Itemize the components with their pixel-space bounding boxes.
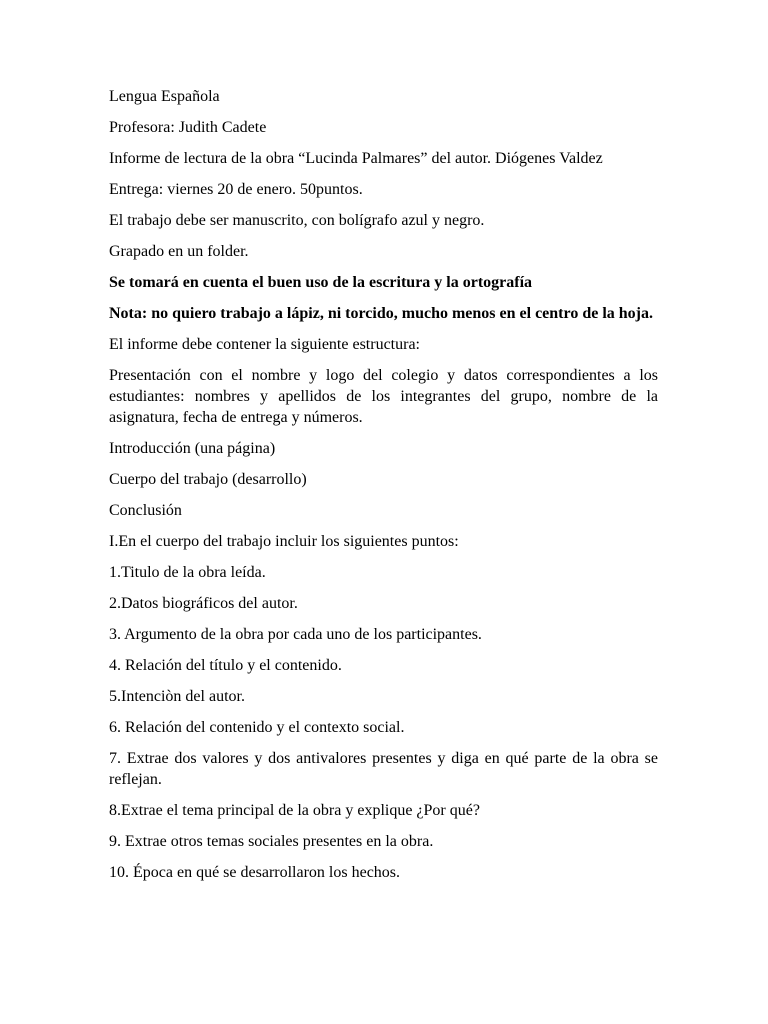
list-item: 5.Intenciòn del autor. xyxy=(109,688,245,705)
document-page xyxy=(109,86,658,893)
due-date-line: Entrega: viernes 20 de enero. 50puntos. xyxy=(109,181,363,198)
subject-line: Lengua Española xyxy=(109,88,220,105)
introduction-item: Introducción (una página) xyxy=(109,440,276,457)
handwritten-requirement: El trabajo debe ser manuscrito, con bolígrafo azul y negro. xyxy=(109,212,485,229)
body-item: Cuerpo del trabajo (desarrollo) xyxy=(109,471,307,488)
list-item: 4. Relación del título y el contenido. xyxy=(109,657,342,674)
spelling-note: Se tomará en cuenta el buen uso de la escritura y la ortografía xyxy=(109,274,533,291)
pencil-note: Nota: no quiero trabajo a lápiz, ni torcido, mucho menos en el centro de la hoja. xyxy=(109,305,653,322)
assignment-title: Informe de lectura de la obra “Lucinda Palmares” del autor. Diógenes Valdez xyxy=(109,150,603,167)
folder-requirement: Grapado en un folder. xyxy=(109,243,249,260)
list-item: 8.Extrae el tema principal de la obra y explique ¿Por qué? xyxy=(109,802,480,819)
list-item: 9. Extrae otros temas sociales presentes en la obra. xyxy=(109,833,434,850)
list-item: 7. Extrae dos valores y dos antivalores presentes y diga en qué parte de la obra se reflejan. xyxy=(109,750,658,788)
body-points-heading: I.En el cuerpo del trabajo incluir los siguientes puntos: xyxy=(109,533,459,550)
list-item: 10. Época en qué se desarrollaron los hechos. xyxy=(109,864,401,881)
cover-page-item: Presentación con el nombre y logo del colegio y datos correspondientes a los estudiantes: nombres y apellidos de los integrantes del grupo, nombre de la asignatura, fecha de entrega y números. xyxy=(109,367,658,426)
teacher-line: Profesora: Judith Cadete xyxy=(109,119,267,136)
list-item: 1.Titulo de la obra leída. xyxy=(109,564,266,581)
list-item: 3. Argumento de la obra por cada uno de los participantes. xyxy=(109,626,482,643)
list-item: 2.Datos biográficos del autor. xyxy=(109,595,298,612)
list-item: 6. Relación del contenido y el contexto social. xyxy=(109,719,405,736)
structure-intro: El informe debe contener la siguiente estructura: xyxy=(109,336,420,353)
conclusion-item: Conclusión xyxy=(109,502,182,519)
